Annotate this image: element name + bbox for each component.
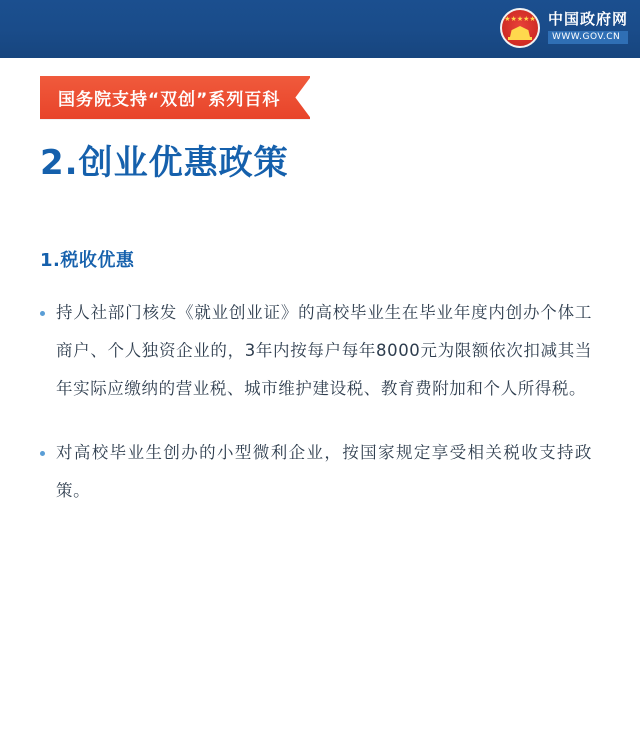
ribbon-container — [0, 76, 640, 119]
emblem-base-shape — [508, 37, 532, 40]
gov-logo[interactable] — [500, 8, 628, 48]
china-national-emblem-icon — [500, 8, 540, 48]
site-header — [0, 0, 640, 58]
section-heading: 1.税收优惠 — [40, 250, 135, 271]
poster-body — [0, 76, 640, 740]
page-title: 2.创业优惠政策 — [40, 143, 289, 183]
gov-logo-text — [548, 12, 628, 44]
site-name: 中国政府网 — [547, 10, 628, 28]
list-item: 持人社部门核发《就业创业证》的高校毕业生在毕业年度内创办个体工商户、个人独资企业的，3年内按每户每年8000元为限额依次扣减其当年实际应缴纳的营业税、城市维护建设税、教育费附加和个人所得税。 — [40, 294, 592, 408]
site-url: WWW.GOV.CN — [548, 31, 628, 44]
bullet-list — [0, 294, 640, 510]
series-ribbon-label: 国务院支持“双创”系列百科 — [40, 76, 310, 119]
list-item: 对高校毕业生创办的小型微利企业，按国家规定享受相关税收支持政策。 — [40, 434, 592, 510]
emblem-gate-shape — [510, 26, 530, 37]
emblem-stars: ★★★★★ — [504, 15, 536, 23]
